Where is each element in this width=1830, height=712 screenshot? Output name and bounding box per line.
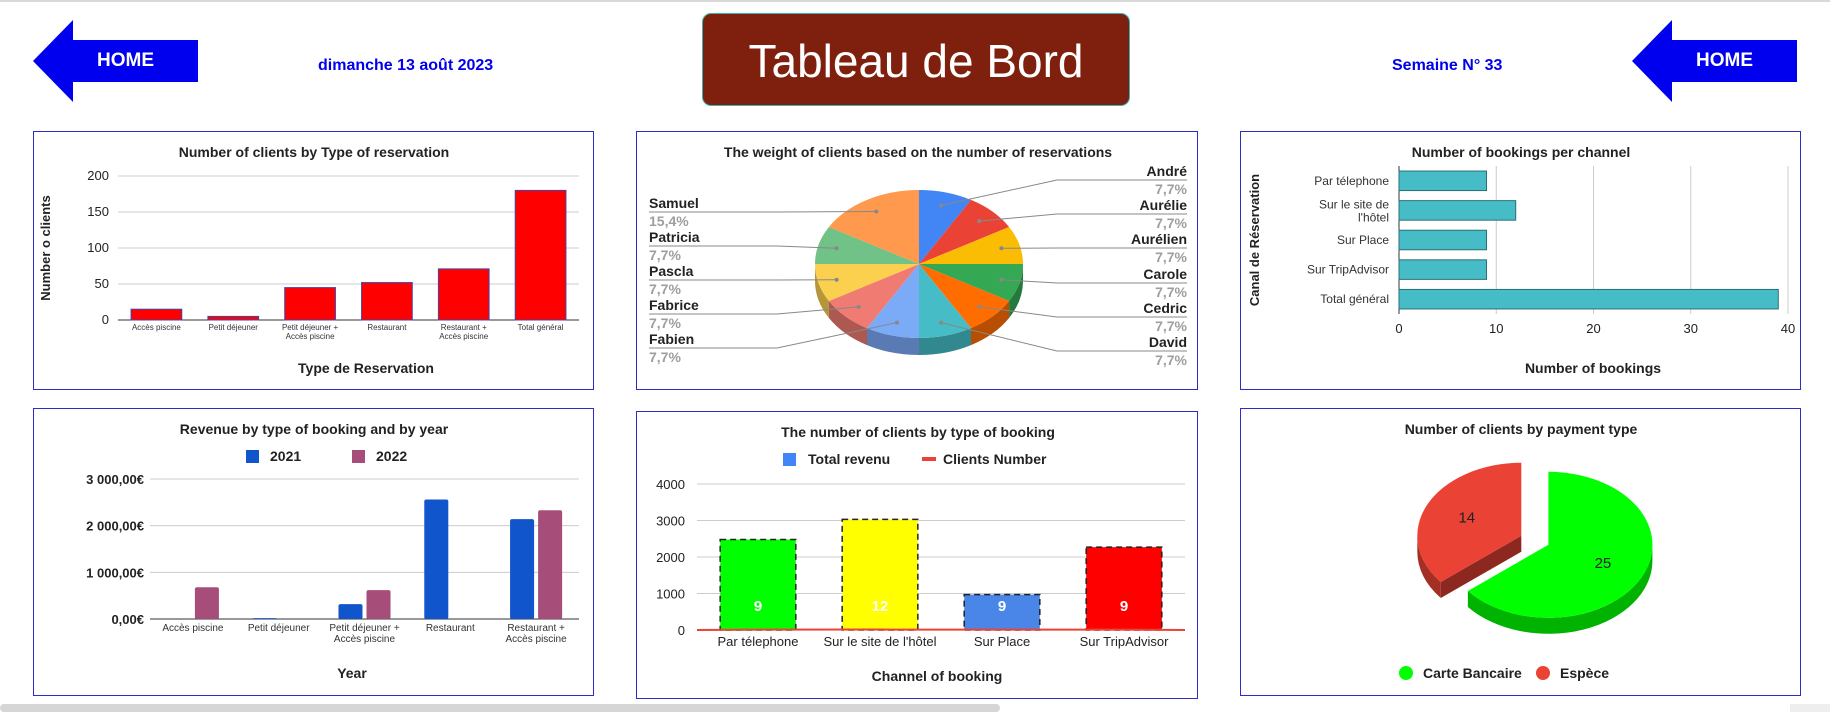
- x-tick-label: 40: [1780, 321, 1796, 336]
- bar: [510, 519, 534, 619]
- y-tick-label: Total général: [1320, 292, 1389, 307]
- pie-label: Fabrice: [649, 297, 699, 313]
- chart-revenue-by-type: [34, 409, 594, 696]
- data-label: 12: [871, 598, 889, 615]
- legend-label: Espèce: [1560, 665, 1610, 681]
- y-tick-label: 150: [87, 204, 109, 219]
- bar: [538, 510, 562, 619]
- x-tick-label: 0: [1395, 321, 1403, 336]
- data-label: 9: [753, 598, 763, 615]
- pie-leader-dot: [857, 305, 861, 309]
- chart-panel-payment-type: [1240, 408, 1801, 696]
- legend-label: Clients Number: [943, 451, 1047, 467]
- x-tick-label: Sur TripAdvisor: [1079, 634, 1169, 649]
- home-right-label: HOME: [1696, 50, 1753, 71]
- x-tick-label: Restaurant + Accès piscine: [505, 623, 567, 645]
- pie-percent: 7,7%: [1155, 215, 1187, 231]
- horizontal-scrollbar[interactable]: [0, 704, 1000, 712]
- pie-label: Patricia: [649, 229, 700, 245]
- week-number: Semaine N° 33: [1392, 57, 1503, 74]
- x-tick-label: 30: [1683, 321, 1698, 336]
- legend-swatch: [1536, 666, 1550, 680]
- data-label: 9: [997, 598, 1007, 615]
- home-button-right[interactable]: [1632, 20, 1797, 102]
- top-border: [0, 0, 1830, 2]
- y-tick-label: Par télephone: [1314, 173, 1389, 188]
- chart-title: The number of clients by type of booking: [781, 424, 1055, 440]
- pie-label: Carole: [1143, 266, 1187, 282]
- pie-leader-dot: [874, 209, 878, 213]
- chart-panel-weight-of-clients: [636, 131, 1198, 390]
- bar: [131, 309, 182, 320]
- pie-label: Cedric: [1143, 300, 1187, 316]
- pie-leader-dot: [999, 278, 1003, 282]
- bar: [253, 618, 277, 619]
- legend-swatch: [352, 450, 365, 463]
- home-button-left[interactable]: [33, 20, 198, 102]
- chart-clients-by-booking: [637, 412, 1198, 699]
- bar: [1399, 201, 1516, 221]
- x-tick-label: Par télephone: [717, 634, 799, 649]
- chart-title: Number of clients by Type of reservation: [178, 144, 450, 160]
- pie-leader-dot: [939, 321, 943, 325]
- pie-percent: 7,7%: [1155, 181, 1187, 197]
- legend-swatch: [783, 453, 796, 466]
- pie-percent: 7,7%: [1155, 284, 1187, 300]
- bar: [720, 539, 796, 630]
- pie-label: Pascla: [649, 263, 694, 279]
- y-tick-label: 100: [87, 240, 109, 255]
- home-left-label: HOME: [97, 50, 154, 71]
- chart-title: Number of bookings per channel: [1411, 144, 1631, 160]
- x-tick-label: Restaurant + Accès piscine: [439, 323, 489, 341]
- y-tick-label: 0: [101, 312, 109, 327]
- bar: [1399, 171, 1487, 191]
- x-tick-label: Sur le site de l'hôtel: [823, 634, 937, 649]
- legend-swatch: [246, 450, 259, 463]
- y-tick-label: Sur Place: [1336, 233, 1389, 247]
- legend-swatch: [922, 457, 936, 461]
- pie-leader-dot: [835, 246, 839, 250]
- chart-clients-by-type: [34, 132, 594, 390]
- pie-label: André: [1146, 163, 1187, 179]
- pie-label: David: [1148, 334, 1187, 350]
- chart-title: Revenue by type of booking and by year: [179, 421, 449, 437]
- chart-panel-clients-by-booking: [636, 411, 1198, 699]
- pie-leader-dot: [977, 219, 981, 223]
- bar: [424, 500, 448, 619]
- bar: [367, 590, 391, 619]
- chart-weight-of-clients: [637, 132, 1198, 390]
- bar: [1399, 289, 1778, 309]
- legend-swatch: [1399, 666, 1413, 680]
- x-tick-label: Petit déjeuner: [208, 323, 258, 332]
- pie-label: Fabien: [649, 331, 695, 347]
- pie-percent: 15,4%: [649, 213, 689, 229]
- chart-panel-clients-by-type: [33, 131, 594, 390]
- y-tick-label: Sur le site de l'hôtel: [1318, 197, 1389, 225]
- pie-leader-dot: [939, 203, 943, 207]
- y-tick-label: 200: [87, 168, 109, 183]
- y-tick-label: 50: [94, 276, 109, 291]
- pie-percent: 7,7%: [1155, 352, 1187, 368]
- pie-label: Aurélien: [1130, 231, 1187, 247]
- bar: [195, 587, 219, 619]
- chart-panel-bookings-per-channel: [1240, 131, 1801, 390]
- y-tick-label: 3 000,00€: [86, 472, 144, 487]
- chart-title: The weight of clients based on the number of reservations: [723, 144, 1113, 160]
- pie-leader-dot: [999, 246, 1003, 250]
- y-tick-label: 0: [677, 623, 685, 638]
- bar: [208, 316, 259, 320]
- pie-leader-line: [649, 211, 876, 212]
- y-tick-label: 1 000,00€: [86, 565, 144, 581]
- x-axis-label: Type de Reservation: [298, 360, 434, 376]
- y-tick-label: 4000: [656, 477, 685, 492]
- x-axis-label: Number of bookings: [1524, 360, 1662, 376]
- bar: [1399, 260, 1487, 280]
- y-axis-label: Canal de Réservation: [1247, 173, 1262, 307]
- x-tick-label: Total général: [517, 323, 564, 332]
- data-label: 25: [1594, 554, 1612, 572]
- pie-percent: 7,7%: [649, 315, 681, 331]
- legend-label: Carte Bancaire: [1423, 665, 1522, 681]
- x-axis-label: Year: [337, 665, 367, 681]
- data-label: 9: [1119, 598, 1129, 615]
- bar: [1399, 230, 1487, 250]
- bar: [285, 288, 336, 320]
- y-axis-label: Number o clients: [38, 195, 53, 301]
- y-tick-label: 2 000,00€: [86, 518, 144, 534]
- bar: [515, 190, 566, 320]
- data-label: 14: [1458, 509, 1476, 527]
- x-tick-label: Restaurant: [425, 623, 475, 634]
- legend-label: 2022: [376, 448, 408, 464]
- pie-leader-dot: [835, 278, 839, 282]
- x-axis-label: Channel of booking: [871, 668, 1003, 684]
- x-tick-label: 20: [1586, 321, 1601, 336]
- y-tick-label: 1000: [656, 586, 685, 602]
- y-tick-label: 2000: [656, 550, 685, 565]
- y-tick-label: 3000: [656, 513, 685, 529]
- bar: [1086, 547, 1162, 630]
- chart-panel-revenue-by-type: [33, 408, 594, 696]
- x-tick-label: Accès piscine: [162, 623, 224, 634]
- chart-title: Number of clients by payment type: [1404, 421, 1638, 437]
- y-tick-label: Sur TripAdvisor: [1306, 262, 1389, 277]
- legend-label: 2021: [270, 448, 302, 464]
- bar: [338, 604, 362, 619]
- chart-payment-type: [1241, 409, 1801, 696]
- x-tick-label: Accès piscine: [131, 323, 181, 332]
- scrollbar-end: [1790, 704, 1830, 712]
- x-tick-label: Restaurant: [367, 323, 407, 332]
- pie-leader-dot: [895, 321, 899, 325]
- bar: [438, 269, 489, 320]
- pie-percent: 7,7%: [649, 349, 681, 365]
- x-tick-label: Petit déjeuner: [247, 623, 310, 634]
- pie-label: Aurélie: [1139, 197, 1187, 213]
- bar: [362, 283, 413, 320]
- pie-percent: 7,7%: [649, 281, 681, 297]
- page-title: Tableau de Bord: [702, 13, 1130, 106]
- x-tick-label: Sur Place: [973, 634, 1031, 649]
- legend-label: Total revenu: [808, 451, 891, 467]
- y-tick-label: 0,00€: [111, 612, 144, 627]
- x-tick-label: 10: [1489, 321, 1504, 336]
- x-tick-label: Petit déjeuner + Accès piscine: [281, 323, 339, 341]
- pie-percent: 7,7%: [1155, 318, 1187, 334]
- x-tick-label: Petit déjeuner + Accès piscine: [329, 623, 400, 645]
- pie-percent: 7,7%: [649, 247, 681, 263]
- chart-bookings-per-channel: [1241, 132, 1801, 390]
- pie-leader-dot: [977, 305, 981, 309]
- pie-label: Samuel: [649, 195, 699, 211]
- pie-percent: 7,7%: [1155, 249, 1187, 265]
- header-date: dimanche 13 août 2023: [318, 57, 494, 74]
